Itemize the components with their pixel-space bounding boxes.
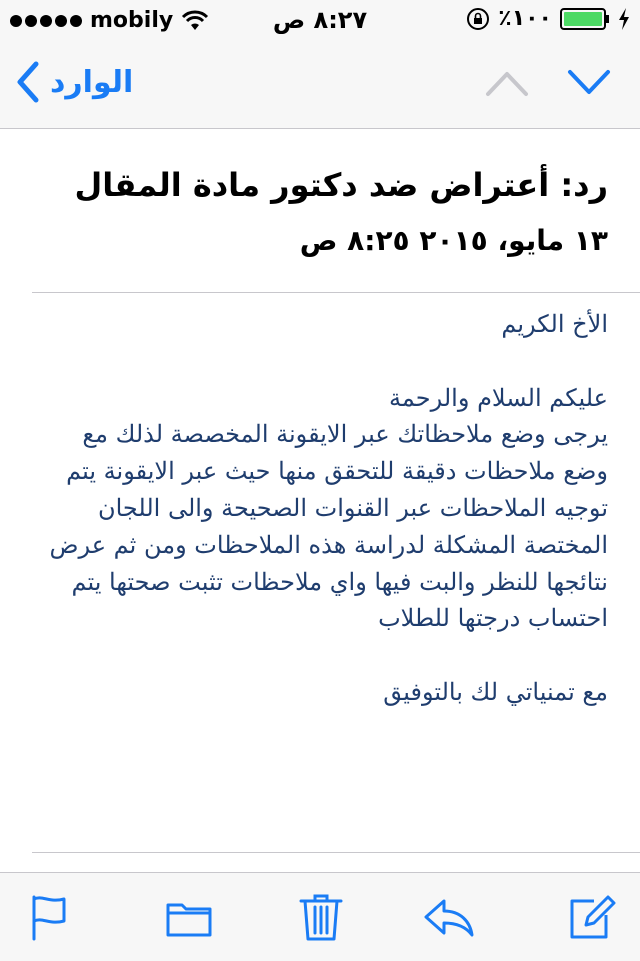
delete-button[interactable] [296,891,346,943]
battery-icon [560,8,610,30]
navigation-bar [0,40,640,129]
status-time: ٨:٢٧ ص [272,6,368,34]
bottom-toolbar [0,872,640,961]
compose-icon [566,891,616,943]
message-subject: رد: أعتراض ضد دكتور مادة المقال [74,166,608,204]
greeting-line: الأخ الكريم [501,310,608,338]
body-line: نتائجها للنظر والبت فيها واي ملاحظات تثبت صحتها يتم [71,567,608,596]
message-body [28,306,608,711]
back-button[interactable] [14,60,133,104]
message-date: ١٣ مايو، ٢٠١٥ ٨:٢٥ ص [299,224,608,257]
reply-button[interactable] [422,891,476,943]
trash-icon [296,891,346,943]
header-divider [32,292,640,293]
body-line: يرجى وضع ملاحظاتك عبر الايقونة المخصصة لذلك مع [82,420,608,449]
body-divider [32,852,640,853]
status-bar [0,0,640,40]
battery-percent: ٪١٠٠ [498,6,552,31]
chevron-left-icon [14,60,40,104]
status-right [466,6,630,31]
compose-button[interactable] [566,891,616,943]
body-line: توجيه الملاحظات عبر القنوات الصحيحة والى اللجان [97,493,608,522]
body-line: المختصة المشكلة لدراسة هذه الملاحظات ومن ثم عرض [49,530,608,559]
move-folder-button[interactable] [164,891,214,943]
next-message-button[interactable] [566,68,612,98]
folder-icon [164,891,214,943]
previous-message-button[interactable] [484,68,530,98]
flag-icon [24,891,74,943]
body-line: وضع ملاحظات دقيقة للتحقق منها حيث عبر الايقونة يتم [66,457,608,486]
carrier-name: mobily [90,8,174,33]
charging-icon [618,8,630,30]
back-button-label: الوارد [50,64,134,100]
salutation-line: عليكم السلام والرحمة [389,383,608,412]
body-line: احتساب درجتها للطلاب [378,604,608,633]
closing-line: مع تمنياتي لك بالتوفيق [383,677,608,706]
flag-button[interactable] [24,891,74,943]
reply-icon [422,891,476,943]
rotation-lock-icon [466,7,490,31]
